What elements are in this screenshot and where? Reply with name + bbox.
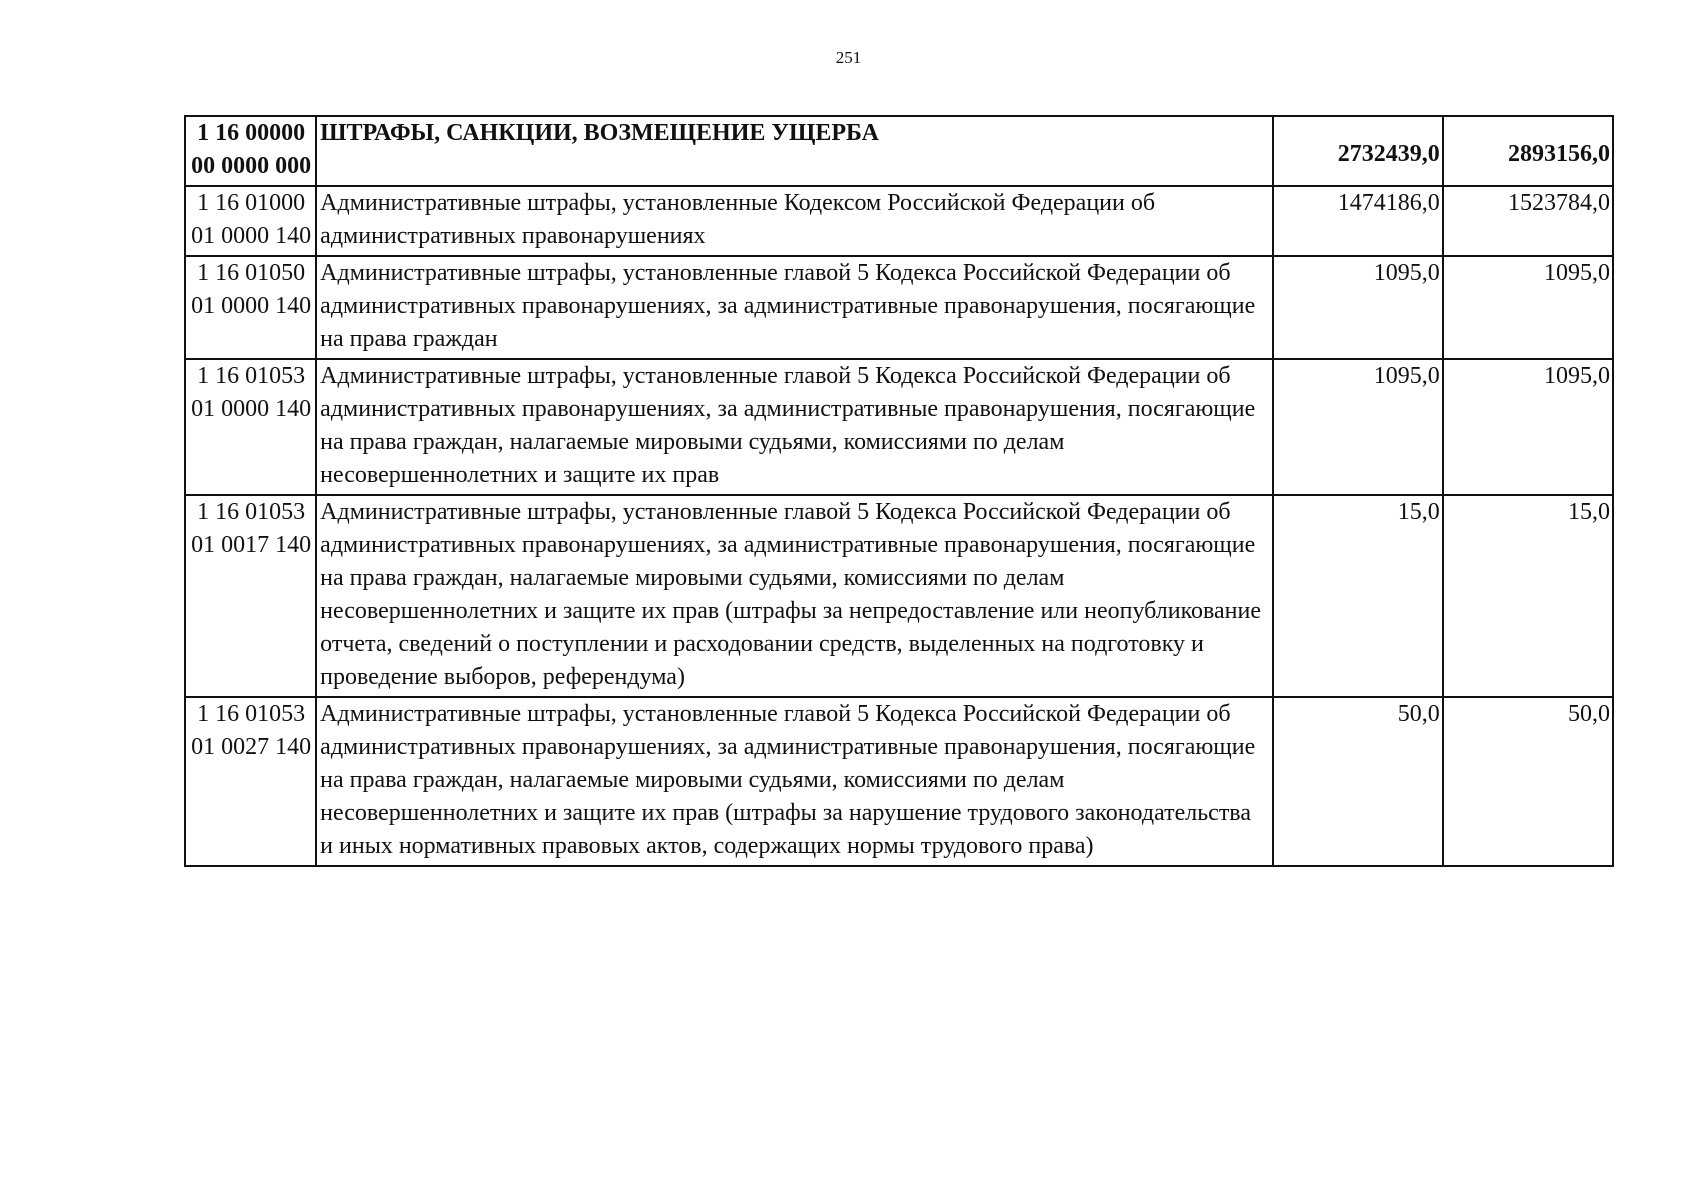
value-1-cell: 50,0 bbox=[1273, 697, 1443, 866]
value-1-cell: 1095,0 bbox=[1273, 359, 1443, 495]
table-row bbox=[185, 186, 1613, 256]
value-1-cell: 1474186,0 bbox=[1273, 186, 1443, 256]
value-1-cell: 1095,0 bbox=[1273, 256, 1443, 359]
value-2-cell: 1095,0 bbox=[1443, 256, 1613, 359]
budget-code-cell: 1 16 01053 01 0017 140 bbox=[185, 495, 316, 697]
table-row bbox=[185, 359, 1613, 495]
budget-code-cell: 1 16 01053 01 0027 140 bbox=[185, 697, 316, 866]
budget-code-cell: 1 16 01053 01 0000 140 bbox=[185, 359, 316, 495]
budget-table bbox=[184, 115, 1614, 867]
table-row bbox=[185, 116, 1613, 186]
value-1-cell: 15,0 bbox=[1273, 495, 1443, 697]
budget-code-cell: 1 16 01000 01 0000 140 bbox=[185, 186, 316, 256]
value-1-cell: 2732439,0 bbox=[1273, 116, 1443, 186]
description-cell: Административные штрафы, установленные Кодексом Российской Федерации об административных правонарушениях bbox=[316, 186, 1272, 256]
page-number: 251 bbox=[835, 48, 862, 67]
value-2-cell: 1523784,0 bbox=[1443, 186, 1613, 256]
description-cell: ШТРАФЫ, САНКЦИИ, ВОЗМЕЩЕНИЕ УЩЕРБА bbox=[316, 116, 1272, 186]
value-2-cell: 50,0 bbox=[1443, 697, 1613, 866]
description-cell: Административные штрафы, установленные главой 5 Кодекса Российской Федерации об административных правонарушениях, за административные правонарушения, посягающие на права граждан, налагаемые мировыми судьями, комиссиями по делам несовершеннолетних и защите их прав (штрафы за непредоставление или неопубликование отчета, сведений о поступлении и расходовании средств, выделенных на подготовку и проведение выборов, референдума) bbox=[316, 495, 1272, 697]
budget-code-cell: 1 16 01050 01 0000 140 bbox=[185, 256, 316, 359]
description-cell: Административные штрафы, установленные главой 5 Кодекса Российской Федерации об административных правонарушениях, за административные правонарушения, посягающие на права граждан, налагаемые мировыми судьями, комиссиями по делам несовершеннолетних и защите их прав (штрафы за нарушение трудового законодательства и иных нормативных правовых актов, содержащих нормы трудового права) bbox=[316, 697, 1272, 866]
budget-code-cell: 1 16 00000 00 0000 000 bbox=[185, 116, 316, 186]
table-row bbox=[185, 256, 1613, 359]
value-2-cell: 2893156,0 bbox=[1443, 116, 1613, 186]
table-row bbox=[185, 697, 1613, 866]
value-2-cell: 15,0 bbox=[1443, 495, 1613, 697]
description-cell: Административные штрафы, установленные главой 5 Кодекса Российской Федерации об административных правонарушениях, за административные правонарушения, посягающие на права граждан bbox=[316, 256, 1272, 359]
table-row bbox=[185, 495, 1613, 697]
value-2-cell: 1095,0 bbox=[1443, 359, 1613, 495]
description-cell: Административные штрафы, установленные главой 5 Кодекса Российской Федерации об административных правонарушениях, за административные правонарушения, посягающие на права граждан, налагаемые мировыми судьями, комиссиями по делам несовершеннолетних и защите их прав bbox=[316, 359, 1272, 495]
